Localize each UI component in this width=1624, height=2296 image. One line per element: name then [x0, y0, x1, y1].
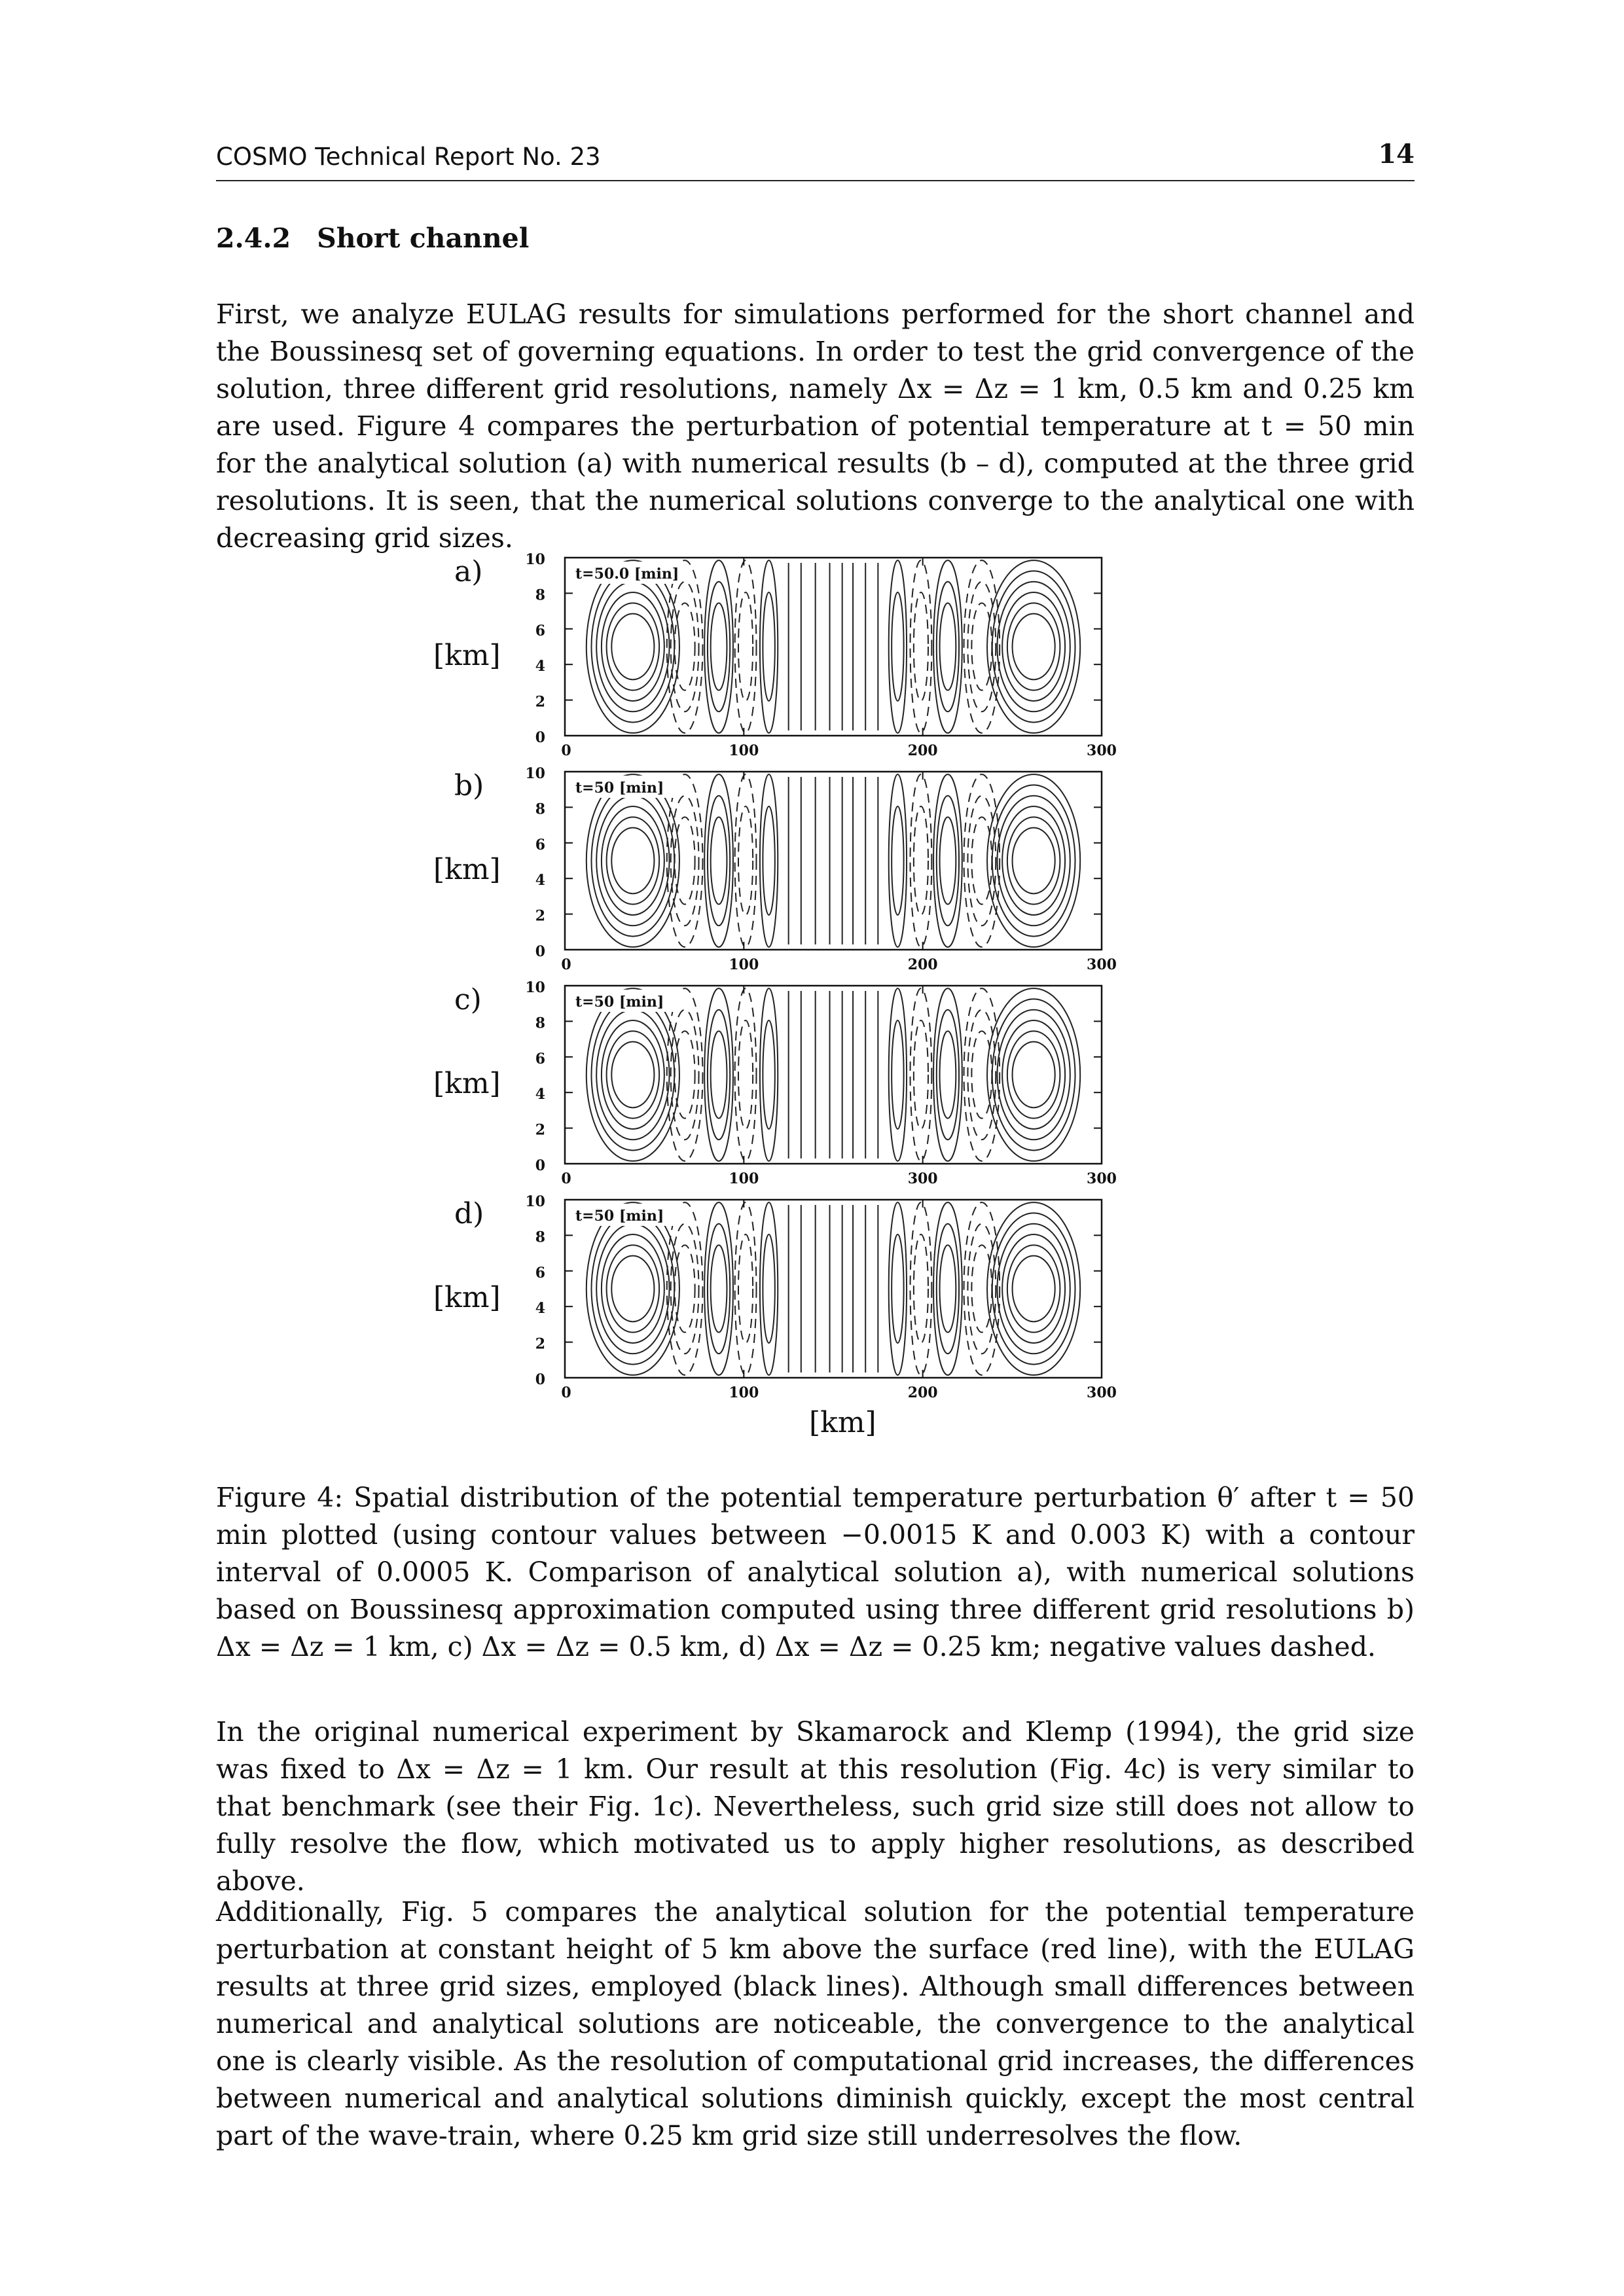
y-tick-label: 6 [535, 622, 545, 639]
time-label: t=50.0 [min] [575, 565, 679, 583]
page-number: 14 [1378, 139, 1415, 170]
contour-line [586, 560, 679, 733]
y-tick-label: 8 [535, 1014, 545, 1032]
contour-line [711, 1245, 727, 1332]
contour-line [586, 1202, 679, 1375]
contour-panel-b [525, 765, 1117, 973]
contour-line [602, 1234, 664, 1343]
contour-line [1013, 828, 1055, 894]
contour-line [591, 1213, 674, 1364]
report-title: COSMO Technical Report No. 23 [216, 143, 601, 171]
contour-line [997, 1010, 1070, 1140]
contour-line [987, 560, 1080, 733]
contour-line [933, 560, 962, 733]
contour-line [763, 806, 774, 915]
contour-line [1007, 1245, 1060, 1332]
y-tick-label: 10 [525, 551, 545, 568]
contour-line [971, 1031, 992, 1118]
y-tick-label: 2 [535, 1335, 545, 1353]
panel-b-unit: [km] [433, 853, 501, 886]
x-tick-label: 300 [1087, 1384, 1117, 1401]
y-tick-label: 6 [535, 836, 545, 853]
contour-line [591, 785, 674, 936]
contour-line [704, 1202, 733, 1375]
contour-line [763, 592, 774, 701]
contour-line [1002, 806, 1065, 915]
contour-line [602, 592, 664, 701]
contour-line [992, 571, 1075, 722]
plot-frame [565, 1200, 1102, 1378]
paragraph-2: In the original numerical experiment by Skamarock and Klemp (1994), the grid size was fixed to Δx = Δz = 1 km. Our result at this resolution (Fig. 4c) is very similar to that benchmark (see their Fig. 1c). Nevertheless, such grid size still does not allow to fully resolve the flow, which motivated us to apply higher resolutions, as described above. [216, 1716, 1415, 1897]
contour-line [738, 592, 753, 701]
contour-line [586, 774, 679, 947]
contour-line [763, 1020, 774, 1129]
time-label: t=50 [min] [575, 780, 664, 797]
contour-line [1002, 1234, 1065, 1343]
y-tick-label: 10 [525, 1193, 545, 1210]
contour-line [607, 603, 660, 690]
contour-line [704, 560, 733, 733]
contour-line [711, 817, 727, 904]
contour-line [738, 1234, 753, 1343]
contour-line [586, 988, 679, 1161]
x-tick-label: 0 [561, 956, 571, 973]
x-tick-label: 0 [561, 742, 571, 759]
contour-line [675, 1031, 695, 1118]
y-tick-label: 4 [535, 872, 545, 889]
panel-b-letter: b) [454, 769, 484, 802]
x-tick-label: 0 [561, 1384, 571, 1401]
contour-line [914, 806, 928, 915]
contour-line [738, 1020, 753, 1129]
time-label: t=50 [min] [575, 1208, 664, 1225]
contour-line [738, 806, 753, 915]
panel-a-letter: a) [454, 555, 483, 588]
contour-panel-c [525, 979, 1117, 1187]
panel-d-unit: [km] [433, 1281, 501, 1314]
x-tick-label: 100 [729, 742, 759, 759]
contour-line [987, 774, 1080, 947]
contour-line [964, 1202, 1000, 1375]
panel-a-unit: [km] [433, 639, 501, 672]
panel-c-letter: c) [454, 983, 482, 1016]
plot-frame [565, 558, 1102, 736]
contour-line [675, 817, 695, 904]
contour-line [675, 1245, 695, 1332]
contour-line [763, 1234, 774, 1343]
x-axis-unit: [km] [809, 1406, 876, 1439]
contour-line [704, 988, 733, 1161]
contour-panel-d [525, 1193, 1117, 1401]
contour-line [914, 592, 928, 701]
contour-line [596, 1010, 669, 1140]
contour-line [914, 1020, 928, 1129]
contour-line [992, 1213, 1075, 1364]
contour-line [933, 774, 962, 947]
contour-line [987, 988, 1080, 1161]
section-title: Short channel [317, 223, 530, 254]
y-tick-label: 2 [535, 1121, 545, 1139]
section-number: 2.4.2 [216, 223, 291, 254]
y-tick-label: 10 [525, 979, 545, 996]
contour-line [711, 603, 727, 690]
x-tick-label: 0 [561, 1170, 571, 1187]
contour-line [1002, 592, 1065, 701]
contour-line [992, 999, 1075, 1150]
contour-line [997, 1224, 1070, 1354]
x-tick-label: 300 [1087, 956, 1117, 973]
contour-line [1007, 603, 1060, 690]
contour-line [940, 603, 956, 690]
contour-line [997, 582, 1070, 712]
plot-frame [565, 986, 1102, 1164]
y-tick-label: 4 [535, 1300, 545, 1318]
x-tick-label: 300 [1087, 742, 1117, 759]
y-tick-label: 8 [535, 586, 545, 604]
contour-line [711, 1031, 727, 1118]
contour-line [607, 1031, 660, 1118]
contour-line [667, 988, 703, 1161]
x-tick-label: 100 [729, 1384, 759, 1401]
contour-line [992, 785, 1075, 936]
contour-line [1013, 1256, 1055, 1322]
contour-line [933, 1202, 962, 1375]
y-tick-label: 0 [535, 729, 545, 746]
x-tick-label: 100 [729, 1170, 759, 1187]
contour-line [987, 1202, 1080, 1375]
y-tick-label: 8 [535, 800, 545, 818]
y-tick-label: 4 [535, 658, 545, 675]
contour-line [607, 817, 660, 904]
x-tick-label: 200 [907, 956, 938, 973]
y-tick-label: 2 [535, 693, 545, 711]
contour-line [611, 614, 654, 680]
x-tick-label: 300 [907, 1170, 938, 1187]
contour-line [667, 774, 703, 947]
y-tick-label: 10 [525, 765, 545, 782]
x-tick-label: 300 [1087, 1170, 1117, 1187]
contour-line [611, 828, 654, 894]
contour-line [611, 1042, 654, 1108]
contour-line [892, 592, 903, 701]
contour-line [611, 1256, 654, 1322]
contour-line [997, 796, 1070, 926]
figure-caption: Figure 4: Spatial distribution of the potential temperature perturbation θ′ after t = 50 min plotted (using contour values between −0.0015 K and 0.003 K) with a contour interval of 0.0005 K. Comparison of analytical solution a), with numerical solutions based on Boussinesq approximation computed using three different grid resolutions b) Δx = Δz = 1 km, c) Δx = Δz = 0.5 km, d) Δx = Δz = 0.25 km; negative values dashed. [216, 1482, 1415, 1662]
contour-line [602, 1020, 664, 1129]
y-tick-label: 2 [535, 907, 545, 925]
contour-line [596, 796, 669, 926]
contour-line [914, 1234, 928, 1343]
paragraph-3: Additionally, Fig. 5 compares the analytical solution for the potential temperature perturbation at constant height of 5 km above the surface (red line), with the EULAG results at three grid sizes, employed (black lines). Although small differences between numerical and analytical solutions are noticeable, the convergence to the analytical one is clearly visible. As the resolution of computational grid increases, the differences between numerical and analytical solutions diminish quickly, except the most central part of the wave-train, where 0.25 km grid size still underresolves the flow. [216, 1896, 1415, 2151]
y-tick-label: 0 [535, 1157, 545, 1174]
panel-c-unit: [km] [433, 1067, 501, 1100]
contour-line [892, 1234, 903, 1343]
contour-line [1013, 1042, 1055, 1108]
contour-line [1002, 1020, 1065, 1129]
y-tick-label: 0 [535, 1371, 545, 1388]
contour-line [667, 560, 703, 733]
contour-line [607, 1245, 660, 1332]
contour-line [964, 560, 1000, 733]
contour-line [892, 1020, 903, 1129]
y-tick-label: 6 [535, 1050, 545, 1067]
contour-line [675, 603, 695, 690]
paragraph-1: First, we analyze EULAG results for simulations performed for the short channel and the Boussinesq set of governing equations. In order to test the grid convergence of the solution, three different grid resolutions, namely Δx = Δz = 1 km, 0.5 km and 0.25 km are used. Figure 4 compares the perturbation of potential temperature at t = 50 min for the analytical solution (a) with numerical results (b – d), computed at the three grid resolutions. It is seen, that the numerical solutions converge to the analytical one with decreasing grid sizes. [216, 298, 1415, 554]
contour-line [667, 1202, 703, 1375]
x-tick-label: 200 [907, 1384, 938, 1401]
contour-line [940, 817, 956, 904]
contour-line [971, 1245, 992, 1332]
contour-panel-a [525, 551, 1117, 759]
contour-line [964, 988, 1000, 1161]
contour-line [964, 774, 1000, 947]
contour-line [971, 817, 992, 904]
y-tick-label: 6 [535, 1264, 545, 1282]
contour-line [596, 582, 669, 712]
time-label: t=50 [min] [575, 994, 664, 1011]
x-tick-label: 200 [907, 742, 938, 759]
contour-line [1013, 614, 1055, 680]
y-tick-label: 4 [535, 1086, 545, 1103]
contour-line [591, 999, 674, 1150]
contour-line [940, 1031, 956, 1118]
contour-line [704, 774, 733, 947]
contour-line [596, 1224, 669, 1354]
x-tick-label: 100 [729, 956, 759, 973]
y-tick-label: 8 [535, 1229, 545, 1246]
contour-line [602, 806, 664, 915]
y-tick-label: 0 [535, 943, 545, 960]
contour-line [971, 603, 992, 690]
panel-d-letter: d) [454, 1197, 484, 1230]
contour-line [892, 806, 903, 915]
contour-line [1007, 817, 1060, 904]
contour-line [1007, 1031, 1060, 1118]
contour-line [591, 571, 674, 722]
contour-line [940, 1245, 956, 1332]
plot-frame [565, 772, 1102, 950]
contour-line [933, 988, 962, 1161]
